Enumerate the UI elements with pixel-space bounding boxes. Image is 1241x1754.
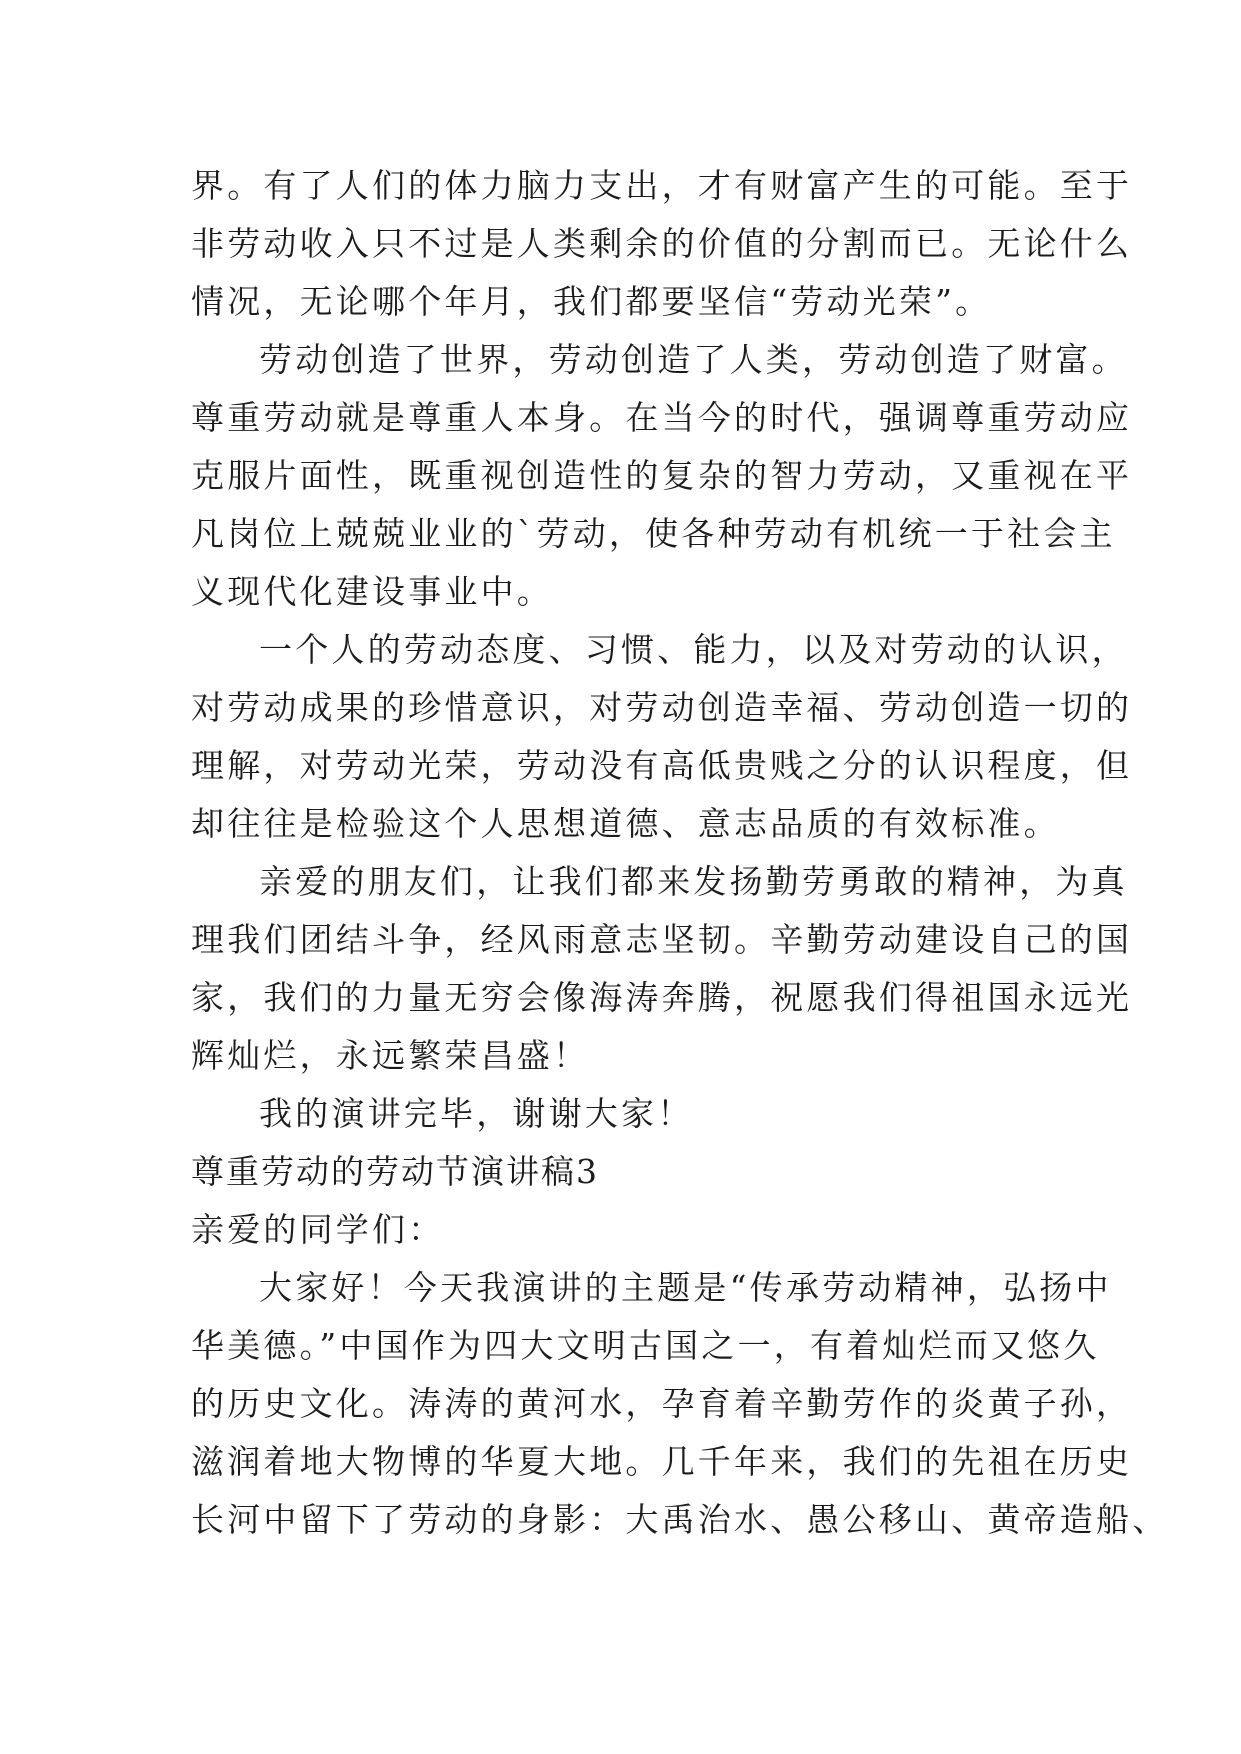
text-line: 义现代化建设事业中。 [191, 572, 553, 611]
text-line: 一个人的劳动态度、习惯、能力，以及对劳动的认识， [259, 630, 1128, 669]
text-line: 情况，无论哪个年月，我们都要坚信“劳动光荣”。 [191, 282, 992, 321]
text-line: 理解，对劳动光荣，劳动没有高低贵贱之分的认识程度，但 [191, 746, 1133, 785]
text-line: 非劳动收入只不过是人类剩余的价值的分割而已。无论什么 [191, 224, 1133, 263]
text-line: 界。有了人们的体力脑力支出，才有财富产生的可能。至于 [191, 166, 1133, 205]
text-line: 凡岗位上兢兢业业的`劳动，使各种劳动有机统一于社会主 [191, 514, 1116, 553]
text-line: 滋润着地大物博的华夏大地。几千年来，我们的先祖在历史 [191, 1442, 1133, 1481]
text-line: 尊重劳动就是尊重人本身。在当今的时代，强调尊重劳动应 [191, 398, 1133, 437]
salutation: 亲爱的同学们： [191, 1210, 445, 1249]
text-line: 家，我们的力量无穷会像海涛奔腾，祝愿我们得祖国永远光 [191, 978, 1133, 1017]
text-line: 我的演讲完毕，谢谢大家！ [259, 1094, 694, 1133]
text-line: 克服片面性，既重视创造性的复杂的智力劳动，又重视在平 [191, 456, 1133, 495]
body-text [191, 157, 1169, 1549]
section-heading: 尊重劳动的劳动节演讲稿3 [191, 1152, 599, 1191]
text-line: 长河中留下了劳动的身影：大禹治水、愚公移山、黄帝造船、 [191, 1500, 1169, 1539]
text-line: 大家好！今天我演讲的主题是“传承劳动精神，弘扬中 [259, 1268, 1112, 1307]
text-line: 对劳动成果的珍惜意识，对劳动创造幸福、劳动创造一切的 [191, 688, 1133, 727]
text-line: 辉灿烂，永远繁荣昌盛！ [191, 1036, 590, 1075]
text-line: 的历史文化。涛涛的黄河水，孕育着辛勤劳作的炎黄子孙， [191, 1384, 1133, 1423]
text-line: 理我们团结斗争，经风雨意志坚韧。辛勤劳动建设自己的国 [191, 920, 1133, 959]
text-line: 却往往是检验这个人思想道德、意志品质的有效标准。 [191, 804, 1060, 843]
text-line: 劳动创造了世界，劳动创造了人类，劳动创造了财富。 [259, 340, 1128, 379]
text-line: 亲爱的朋友们，让我们都来发扬勤劳勇敢的精神，为真 [259, 862, 1128, 901]
text-line: 华美德。”中国作为四大文明古国之一，有着灿烂而又悠久 [191, 1326, 1100, 1365]
